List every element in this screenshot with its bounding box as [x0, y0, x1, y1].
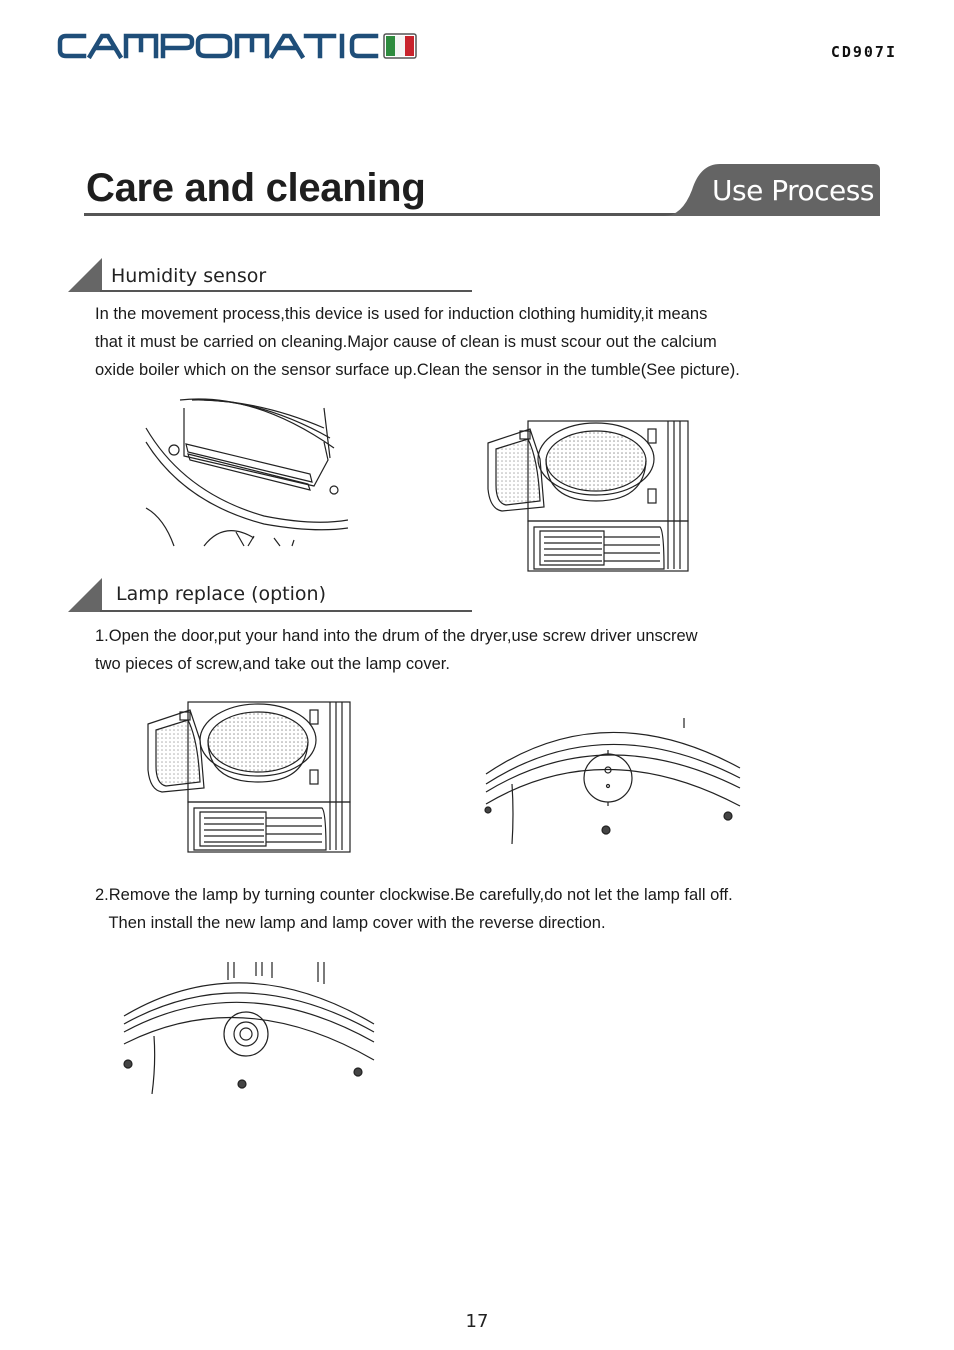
text-line: oxide boiler which on the sensor surface up.Clean the sensor in the tumble(See picture).: [95, 361, 740, 379]
model-number: CD907I: [830, 43, 897, 61]
humidity-sensor-paragraph: [95, 300, 740, 384]
section-title-lamp-replace: Lamp replace (option): [116, 583, 326, 605]
lamp-bulb-illustration: [122, 960, 376, 1094]
text-line: In the movement process,this device is used for induction clothing humidity,it means: [95, 305, 708, 323]
section-divider: [100, 610, 472, 612]
text-line: 2.Remove the lamp by turning counter clockwise.Be carefully,do not let the lamp fall off.: [95, 886, 733, 904]
dryer-open-door-illustration: [484, 419, 694, 577]
section-marker-icon: [68, 578, 102, 612]
dryer-open-door-step1-illustration: [144, 700, 356, 856]
text-line: Then install the new lamp and lamp cover with the reverse direction.: [95, 914, 606, 932]
use-process-tab-label: Use Process: [712, 174, 874, 207]
humidity-sensor-closeup-illustration: [144, 398, 348, 548]
campomatic-logo: [56, 30, 421, 62]
lamp-step-2-paragraph: [95, 881, 733, 937]
title-divider: [84, 213, 684, 216]
text-line: that it must be carried on cleaning.Major cause of clean is must scour out the calcium: [95, 333, 717, 351]
lamp-step-1-paragraph: [95, 622, 698, 678]
section-title-humidity-sensor: Humidity sensor: [111, 265, 267, 287]
text-line: two pieces of screw,and take out the lamp cover.: [95, 655, 450, 673]
italian-flag-icon: [384, 34, 416, 58]
section-marker-icon: [68, 258, 102, 292]
text-line: 1.Open the door,put your hand into the drum of the dryer,use screw driver unscrew: [95, 627, 698, 645]
lamp-cover-illustration: [484, 714, 742, 846]
page-number: 17: [465, 1311, 489, 1332]
page-title: Care and cleaning: [86, 166, 426, 210]
section-divider: [100, 290, 472, 292]
